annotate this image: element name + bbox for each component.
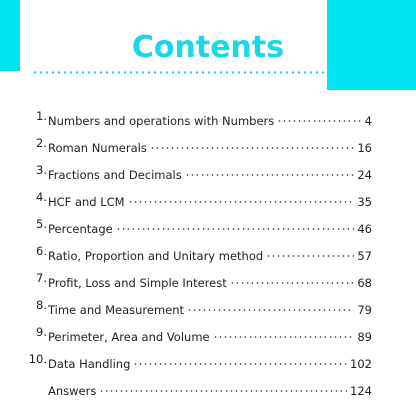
toc-entry-page: 57: [357, 249, 372, 263]
dot-leader: [150, 134, 355, 152]
toc-entry: [0, 323, 416, 344]
toc-entry-row: [48, 323, 372, 346]
toc-entry-title: Ratio, Proportion and Unitary method: [48, 249, 264, 263]
toc-entry: [0, 242, 416, 263]
toc-entry: [0, 107, 416, 128]
toc-entry-number: 2.: [36, 136, 47, 150]
toc-entry-title: Time and Measurement: [48, 303, 185, 317]
toc-entry-page: 68: [357, 276, 372, 290]
toc-entry: [0, 296, 416, 317]
toc-entry-title: Data Handling: [48, 357, 131, 371]
toc-entry-number: 7.: [36, 271, 47, 285]
toc-entry-page: 4: [364, 114, 372, 128]
dot-leader: [133, 350, 347, 368]
toc-entry-row: [48, 377, 372, 400]
dot-leader: [185, 161, 355, 179]
toc-entry-page: 102: [350, 357, 372, 371]
toc-entry-row: [48, 296, 372, 319]
toc-entry-title: Percentage: [48, 222, 113, 236]
toc-entry: [0, 188, 416, 209]
toc-entry-title: HCF and LCM: [48, 195, 125, 209]
toc-entry: [0, 161, 416, 182]
toc-entry-page: 79: [357, 303, 372, 317]
toc-entry-page: 16: [357, 141, 372, 155]
toc-entry: [0, 134, 416, 155]
toc-entry-title: Roman Numerals: [48, 141, 147, 155]
dot-leader: [128, 188, 355, 206]
toc-entry-title: Answers: [48, 384, 97, 398]
toc-entry: [0, 350, 416, 371]
dot-leader: [213, 323, 355, 341]
toc-entry-row: [48, 215, 372, 238]
toc-entry-page: 124: [350, 384, 372, 398]
dot-leader: [266, 242, 354, 260]
toc-entry-row: [48, 242, 372, 265]
toc-entry-number: 5.: [36, 217, 47, 231]
toc-entry-title: Profit, Loss and Simple Interest: [48, 276, 227, 290]
toc-entry-row: [48, 161, 372, 184]
toc-entry: [0, 215, 416, 236]
toc-entry-row: [48, 188, 372, 211]
toc-entry: [0, 269, 416, 290]
dot-leader: [277, 107, 361, 125]
toc-entry-number: 9.: [36, 325, 47, 339]
toc-entry-number: 3.: [36, 163, 47, 177]
toc-entry-row: [48, 350, 372, 373]
toc-entry-title: Perimeter, Area and Volume: [48, 330, 210, 344]
page-title: Contents: [131, 30, 285, 65]
toc-entry-row: [48, 134, 372, 157]
toc-entry: [0, 377, 416, 398]
dot-leader: [230, 269, 355, 287]
title-dotted-underline: [32, 71, 328, 74]
dot-leader: [99, 377, 347, 395]
toc-entry-page: 46: [357, 222, 372, 236]
toc-entry-page: 35: [357, 195, 372, 209]
dot-leader: [187, 296, 354, 314]
toc-entry-number: 4.: [36, 190, 47, 204]
toc-entry-row: [48, 269, 372, 292]
toc-entry-number: 8.: [36, 298, 47, 312]
toc-entry-number: 1.: [36, 109, 47, 123]
toc-entry-title: Numbers and operations with Numbers: [48, 114, 275, 128]
dot-leader: [116, 215, 355, 233]
toc-entry-row: [48, 107, 372, 130]
toc-entry-number: 6.: [36, 244, 47, 258]
toc-entry-number: 10.: [28, 352, 47, 366]
toc-entry-page: 24: [357, 168, 372, 182]
toc-entry-page: 89: [357, 330, 372, 344]
toc-entry-title: Fractions and Decimals: [48, 168, 182, 182]
